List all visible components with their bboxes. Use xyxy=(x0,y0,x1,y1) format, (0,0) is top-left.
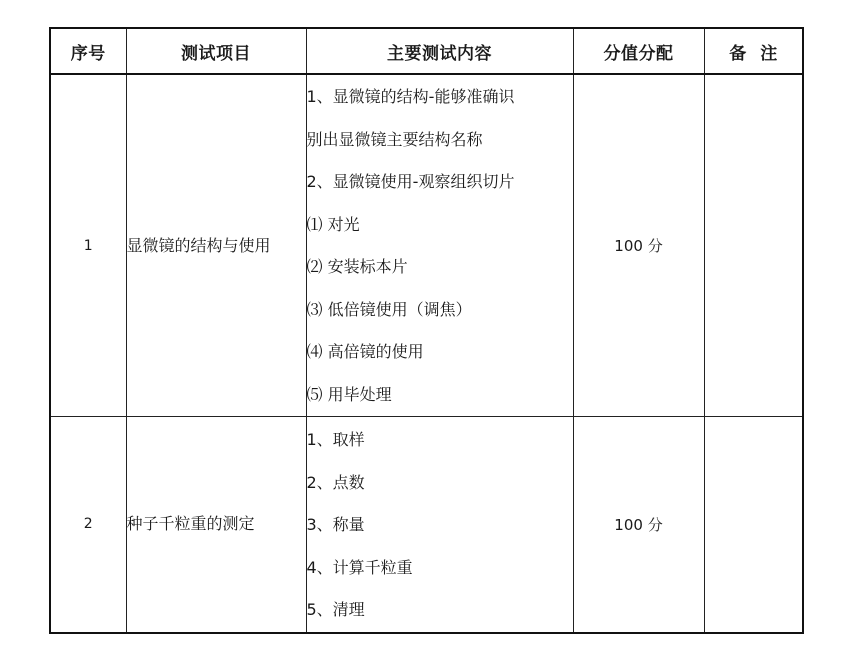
row-number: 1 xyxy=(50,74,126,417)
test-item: 显微镜的结构与使用 xyxy=(126,74,306,417)
header-score: 分值分配 xyxy=(573,28,704,74)
content-line: 5、清理 xyxy=(306,600,365,619)
content-line: 1、显微镜的结构-能够准确识 xyxy=(306,87,515,106)
test-table xyxy=(49,27,804,634)
remark-cell xyxy=(704,417,803,633)
table-row xyxy=(50,417,803,633)
content-line: ⑷ 高倍镜的使用 xyxy=(306,342,424,361)
content-line: ⑶ 低倍镜使用（调焦） xyxy=(306,299,472,319)
content-line: 别出显微镜主要结构名称 xyxy=(306,129,483,149)
test-item: 种子千粒重的测定 xyxy=(126,417,306,633)
content-line: 2、显微镜使用-观察组织切片 xyxy=(306,172,515,191)
content-line: 3、称量 xyxy=(306,515,365,534)
header-item: 测试项目 xyxy=(126,28,306,74)
header-remark-label: 备注 xyxy=(729,43,792,64)
row-number: 2 xyxy=(50,417,126,633)
test-content xyxy=(306,74,573,417)
content-line: 4、计算千粒重 xyxy=(306,557,413,577)
content-line: ⑴ 对光 xyxy=(306,214,360,234)
content-line: ⑸ 用毕处理 xyxy=(306,384,392,404)
content-line: 1、取样 xyxy=(306,430,365,449)
header-no: 序号 xyxy=(50,28,126,74)
header-content: 主要测试内容 xyxy=(306,28,573,74)
remark-cell xyxy=(704,74,803,417)
table-header-row xyxy=(50,28,803,74)
header-remark xyxy=(704,28,803,74)
table-row xyxy=(50,74,803,417)
score-value: 100 分 xyxy=(573,74,704,417)
test-table-container xyxy=(49,27,802,628)
test-content xyxy=(306,417,573,633)
content-line: 2、点数 xyxy=(306,472,365,492)
content-line: ⑵ 安装标本片 xyxy=(306,257,408,276)
score-value: 100 分 xyxy=(573,417,704,633)
